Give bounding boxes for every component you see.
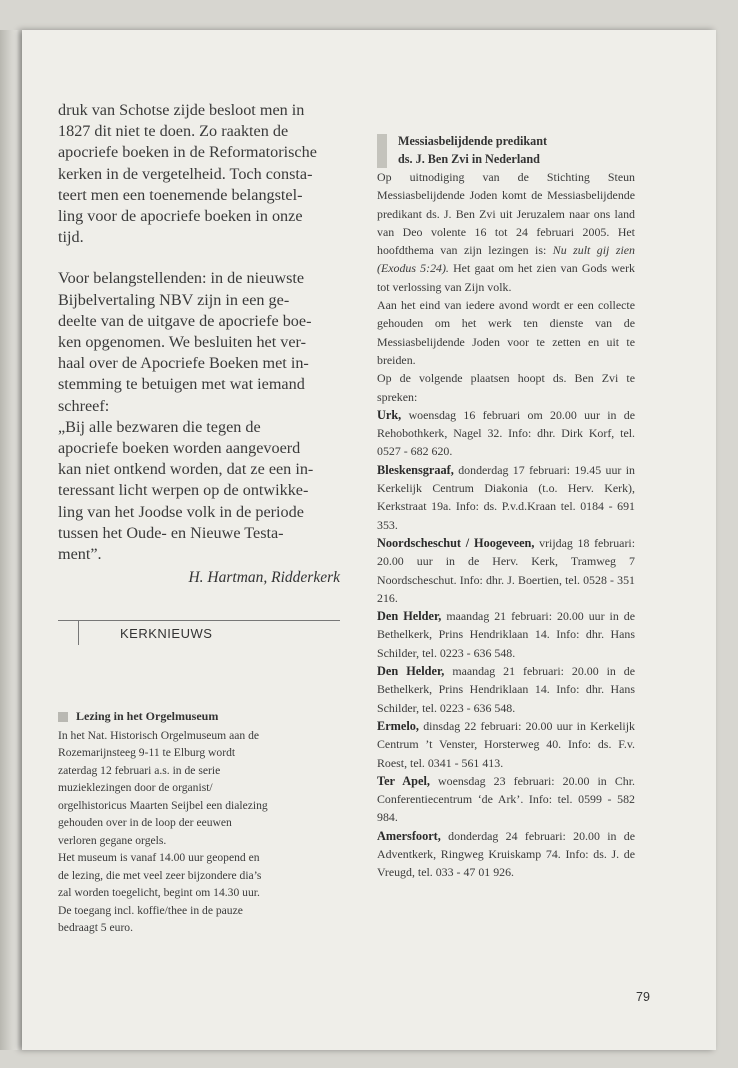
event-item	[377, 607, 635, 662]
intro-text-end: Het gaat om het zien van Gods werk tot verlossing van Zijn volk.	[377, 261, 635, 294]
text-line: druk van Schotse zijde besloot men in	[58, 101, 305, 119]
text-line: Voor belangstellenden: in de nieuwste	[58, 269, 305, 288]
text-line: Bijbelvertaling NBV zijn in een ge-	[58, 290, 290, 309]
text-line: bedraagt 5 euro.	[58, 921, 134, 934]
event-item	[377, 662, 635, 717]
page-number: 79	[636, 990, 650, 1004]
text-line: schreef:	[58, 396, 110, 415]
event-place: Noordscheschut / Hoogeveen,	[377, 535, 535, 550]
intro-paragraph	[377, 168, 635, 296]
text-line: apocriefe boeken in de Reformatorische	[58, 143, 317, 162]
text-line: Rozemarijnsteeg 9-11 te Elburg wordt	[58, 746, 236, 759]
text-line: ken opgenomen. We besluiten het ver-	[58, 333, 307, 352]
event-place: Bleskensgraaf,	[377, 462, 454, 477]
text-line: tussen het Oude- en Nieuwe Testa-	[58, 523, 284, 542]
text-line: ling van het Joodse volk in de periode	[58, 502, 304, 521]
text-line: kan niet ontkend worden, dat ze een in-	[58, 460, 314, 479]
event-place: Amersfoort,	[377, 828, 441, 843]
text-line: muziekle​zingen door de organist/	[58, 781, 213, 794]
text-line: teert men een toenemende belangstel-	[58, 185, 303, 204]
text-line: „Bij alle bezwaren die tegen de	[58, 417, 261, 436]
intro-text: Op uitnodiging van de Stichting Steun Messiasbelijdende Joden komt de Messiasbelijdende predikant ds. J. Ben Zvi uit Jeruzalem naar ons land van Deo volente 16 tot 24 februari 2005. Het hoofdthema van zijn lezingen is:	[377, 170, 635, 258]
article-signature: H. Hartman, Ridderkerk	[188, 569, 340, 587]
left-column	[58, 100, 340, 588]
event-item	[377, 717, 635, 772]
text-line: In het Nat. Historisch Orgelmuseum aan de	[58, 728, 260, 742]
event-item	[377, 406, 635, 461]
section-title: KERKNIEUWS	[120, 626, 213, 641]
event-text: woensdag 23 februari: 20.00 in Chr. Conferentiecentrum ‘de Ark’. Info: tel. 0599 - 582 984.	[377, 773, 635, 825]
collecte-paragraph: Aan het eind van iedere avond wordt er een collecte gehouden om het werk ten dienste van de Messiasbelijdende Joden voor te zetten en uit te breiden.	[377, 298, 635, 367]
heading-marker-bar	[377, 134, 387, 168]
event-place: Den Helder,	[377, 664, 445, 679]
event-text: donderdag 24 februari: 20.00 in de Adventkerk, Ringweg Kruiskamp 74. Info: ds. J. de Vreugd, tel. 033 - 47 01 926.	[377, 828, 635, 880]
text-line: teressant licht werpen op de ontwikke-	[58, 481, 309, 500]
text-line: zal worden toegelicht, begint om 14.30 uur.	[58, 886, 260, 899]
lezing-heading-text: Lezing in het Orgelmuseum	[76, 709, 219, 723]
event-item	[377, 534, 635, 607]
text-line: orgelhistoricus Maarten Seijbel een dialezing	[58, 798, 268, 812]
text-line: zaterdag 12 februari a.s. in de serie	[58, 763, 221, 777]
event-text: maandag 21 februari: 20.00 in de Bethelkerk, Prins Hendriklaan 14. Info: dhr. Hans Schilder, tel. 0223 - 636 548.	[377, 664, 635, 715]
text-line: verloren gegane orgels.	[58, 833, 167, 847]
left-paragraph-2	[58, 268, 340, 565]
event-place: Ermelo,	[377, 718, 420, 733]
event-text: dinsdag 22 februari: 20.00 uur in Kerkelijk Centrum ’t Venster, Horsterweg 40. Info: ds. F.v. Roest, tel. 0341 - 561 413.	[377, 718, 635, 770]
lezing-body	[58, 727, 340, 937]
right-column	[377, 132, 635, 882]
event-text: donderdag 17 februari: 19.45 uur in Kerkelijk Centrum Diakonia (t.o. Herv. Kerk), Kerkstraat 19a. Info: ds. P.v.d.Kraan tel. 0184 - 691 353.	[377, 462, 635, 532]
article-heading-line-1: Messiasbelijdende predikant	[398, 134, 548, 148]
kerknieuws-section-header	[58, 620, 340, 647]
event-text: maandag 21 februari: 20.00 uur in de Bethelkerk, Prins Hendriklaan 14. Info: dhr. Hans Schilder, tel. 0223 - 636 548.	[377, 609, 635, 660]
text-line: 1827 dit niet te doen. Zo raakten de	[58, 122, 289, 141]
article-heading-line-2: ds. J. Ben Zvi in Nederland	[398, 152, 540, 166]
square-bullet-icon	[58, 712, 68, 722]
text-line: kerken in de vergetelheid. Toch consta-	[58, 164, 313, 183]
text-line: tijd.	[58, 228, 84, 247]
event-place: Ter Apel,	[377, 773, 430, 788]
event-text: woensdag 16 februari om 20.00 uur in de Rehobothkerk, Nagel 32. Info: dhr. Dirk Korf, tel. 0527 - 682 620.	[377, 407, 635, 459]
text-line: ling voor de apocriefe boeken in onze	[58, 207, 303, 226]
text-line: ment”.	[58, 545, 102, 564]
lezing-article	[58, 708, 340, 937]
section-marker-box	[58, 621, 79, 645]
event-place: Urk,	[377, 407, 402, 422]
text-line: stemming te betuigen met wat iemand	[58, 375, 305, 394]
book-spine	[0, 30, 24, 1050]
text-line: De toegang incl. koffie/thee in de pauze	[58, 903, 243, 917]
plaatsen-intro: Op de volgende plaatsen hoopt ds. Ben Zvi te spreken:	[377, 371, 635, 404]
lezing-heading	[58, 708, 340, 726]
theme-text: Nu zult gij zien (Exodus 5:24).	[377, 243, 635, 276]
text-line: de lezing, die met veel zeer bijzondere dia’s	[58, 868, 262, 882]
event-text: vrijdag 18 februari: 20.00 uur in de Herv. Kerk, Tramweg 7 Noordscheschut. Info: dhr. J. Boertien, tel. 0528 - 351 216.	[377, 535, 636, 605]
event-item	[377, 461, 635, 534]
text-line: deelte van de uitgave de apocriefe boe-	[58, 311, 312, 330]
event-item	[377, 827, 635, 882]
text-line: Het museum is vanaf 14.00 uur geopend en	[58, 851, 260, 864]
left-paragraph-1	[58, 100, 340, 248]
text-line: gehouden over in de loop der eeuwen	[58, 816, 232, 829]
event-item	[377, 772, 635, 827]
text-line: haal over de Apocriefe Boeken met in-	[58, 354, 309, 373]
text-line: apocriefe boeken worden aangevoerd	[58, 439, 301, 458]
event-place: Den Helder,	[377, 609, 442, 624]
